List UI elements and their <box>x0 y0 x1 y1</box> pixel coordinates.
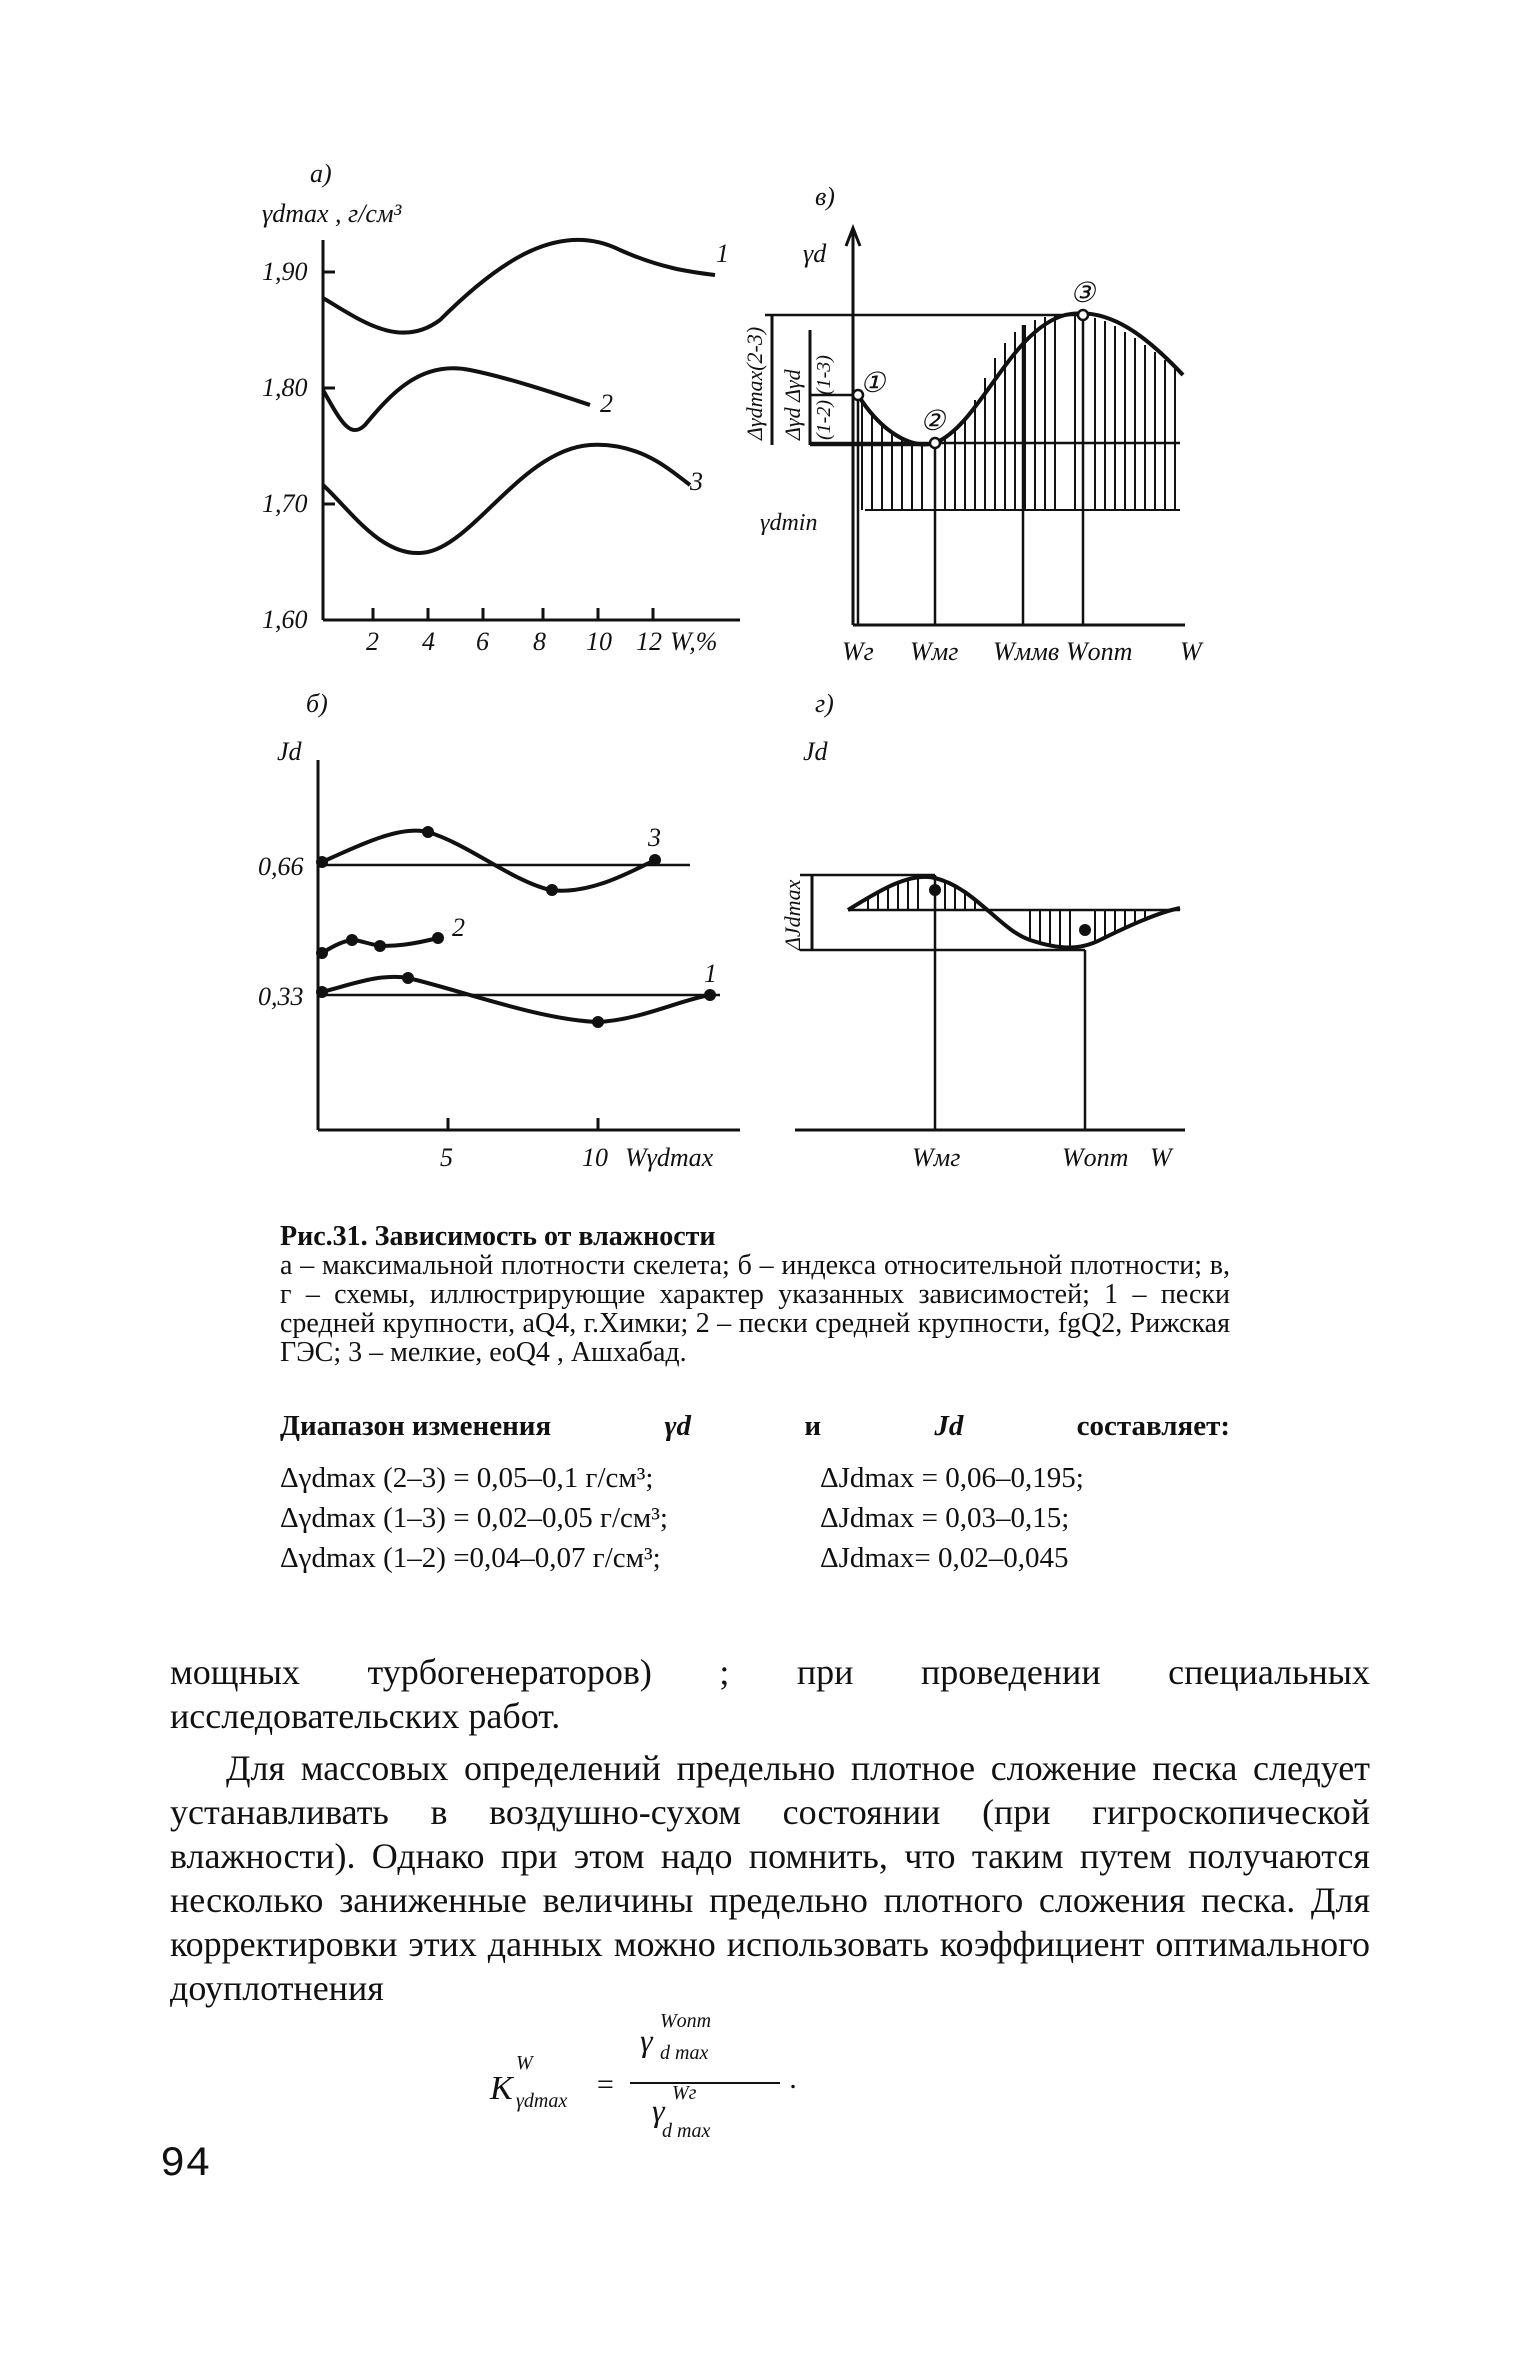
panel-a-ytick: 1,90 <box>262 257 308 286</box>
formula-num-sub: d max <box>660 2042 709 2064</box>
range-left: Δγdmax (1–2) =0,04–0,07 г/см³; <box>280 1542 661 1574</box>
panel-a-curve-label: 1 <box>716 239 729 268</box>
ranges-heading <box>280 1410 1230 1443</box>
panel-a-xtick: 8 <box>533 627 546 656</box>
panel-a-ylabel: γdmax , г/см³ <box>262 199 402 228</box>
panel-b-ytick: 0,66 <box>258 852 304 881</box>
paragraph: Для массовых определений предельно плотное сложение песка следует устанавливать в воздушно-сухом состоянии (при гигроскопической влажности). Однако при этом надо помнить, что таким путем получаются несколько заниженные величины предельно плотного сложения песка. Для корректировки этих данных можно использовать коэффициент оптимального доуплотнения <box>170 1748 1370 2008</box>
paragraph: мощных турбогенераторов) ; при проведении специальных исследовательских работ. <box>170 1652 1370 1736</box>
panel-a-xtick: 12 <box>636 627 662 656</box>
caption-title: Рис.31. Зависимость от влажности <box>280 1221 716 1252</box>
panel-a-xtick: 2 <box>366 627 379 656</box>
panel-a-ytick: 1,70 <box>262 489 308 518</box>
panel-g-xtick: W <box>1150 1143 1172 1172</box>
panel-g-xtick: Wмг <box>912 1143 961 1172</box>
formula-lhs-sub: γdmax <box>516 2090 568 2112</box>
formula-lhs-sup: W <box>516 2052 533 2074</box>
ranges-list <box>280 1462 1240 1582</box>
panel-v-ymin-label: γdmin <box>760 510 818 536</box>
range-left: Δγdmax (2–3) = 0,05–0,1 г/см³; <box>280 1462 654 1494</box>
panel-v-point-label: ③ <box>1070 278 1096 309</box>
panel-a-curve-3 <box>323 445 690 553</box>
panel-b-xtick: 5 <box>440 1143 453 1172</box>
panel-v-side-label: Δγdmax(2-3) <box>742 326 767 440</box>
panel-v-xtick: Wммв <box>993 637 1060 666</box>
panel-g-side-label: ΔJdmax <box>780 879 805 950</box>
panel-v-xtick: Wопт <box>1066 637 1133 666</box>
figure-caption <box>280 1222 1230 1367</box>
panel-a-curve-label: 2 <box>600 389 613 418</box>
panel-b-xtick: 10 <box>582 1143 608 1172</box>
formula-num: γ <box>640 2022 653 2058</box>
page-number: 94 <box>160 2140 211 2188</box>
panel-v-xtick: W <box>1180 637 1202 666</box>
formula-den-sup: Wг <box>672 2082 697 2104</box>
panel-a-ytick: 1,60 <box>262 605 308 634</box>
panel-g-letter: г) <box>815 689 834 718</box>
ranges-head-sym1: γd <box>664 1410 692 1442</box>
caption-body: а – максимальной плотности скелета; б – индекса относительной плотности; в, г – схемы, иллюстрирующие характер указанных зависимостей; 1 – пески средней крупности, аQ4, г.Химки; 2 – пески средней крупности, fgQ2, Рижская ГЭС; 3 – мелкие, eoQ4 , Ашхабад. <box>280 1250 1230 1368</box>
panel-b-curve-label: 3 <box>648 823 661 852</box>
range-right: ΔJdmax = 0,03–0,15; <box>820 1502 1070 1534</box>
panel-b-curve-label: 2 <box>452 913 465 942</box>
formula-den-sub: d max <box>662 2120 711 2142</box>
range-right: ΔJdmax= 0,02–0,045 <box>820 1542 1069 1574</box>
ranges-head-and: и <box>804 1410 822 1442</box>
panel-a-letter: а) <box>310 159 332 188</box>
panel-b-ytick: 0,33 <box>258 982 304 1011</box>
panel-a-curve-1 <box>323 240 715 333</box>
panel-a-xtick: 10 <box>586 627 612 656</box>
ranges-head-sym2: Jd <box>934 1410 964 1442</box>
formula-dot: . <box>790 2062 798 2095</box>
panel-v-side-label: Δγd Δγd <box>780 369 805 440</box>
panel-a-curve-label: 3 <box>690 467 703 496</box>
formula-eq: = <box>595 2068 616 2101</box>
panel-v-xtick: Wмг <box>910 637 959 666</box>
panel-b-curve-3 <box>322 831 655 891</box>
range-right: ΔJdmax = 0,06–0,195; <box>820 1462 1084 1494</box>
formula <box>480 2010 880 2160</box>
range-row <box>280 1542 1240 1582</box>
panel-a-xtick: 4 <box>422 627 435 656</box>
panel-g-xtick: Wопт <box>1062 1143 1129 1172</box>
panel-v-ylabel: γd <box>803 239 827 268</box>
panel-b-curve-label: 1 <box>704 959 717 988</box>
panel-v-xtick: Wг <box>842 637 874 666</box>
range-row <box>280 1462 1240 1502</box>
ranges-head-left: Диапазон изменения <box>280 1410 552 1442</box>
panel-v-point-label: ① <box>860 368 886 399</box>
panel-b-curve-1 <box>322 977 710 1022</box>
panel-a-curve-2 <box>323 368 590 430</box>
formula-lhs: K <box>490 2070 513 2107</box>
panel-g <box>795 875 1185 1130</box>
panel-g-ylabel: Jd <box>803 737 828 766</box>
panel-a-xlabel: W,% <box>670 627 718 656</box>
panel-v-side-label: (1-2) (1-3) <box>813 355 835 440</box>
panel-a-xtick: 6 <box>476 627 489 656</box>
panel-b-letter: б) <box>306 689 328 718</box>
range-row <box>280 1502 1240 1542</box>
panel-v-letter: в) <box>815 182 835 211</box>
range-left: Δγdmax (1–3) = 0,02–0,05 г/см³; <box>280 1502 668 1534</box>
body-text <box>170 1650 1370 2018</box>
panel-a <box>323 240 740 620</box>
panel-b-xlabel: Wγdmax <box>625 1143 714 1172</box>
formula-num-sup: Wопт <box>660 2010 712 2032</box>
fraction-bar <box>630 2082 780 2084</box>
formula-den: γ <box>652 2092 665 2128</box>
panel-b-ylabel: Jd <box>277 737 302 766</box>
panel-a-ytick: 1,80 <box>262 373 308 402</box>
ranges-head-right: составляет: <box>1076 1410 1230 1442</box>
panel-v-point-label: ② <box>920 406 946 437</box>
